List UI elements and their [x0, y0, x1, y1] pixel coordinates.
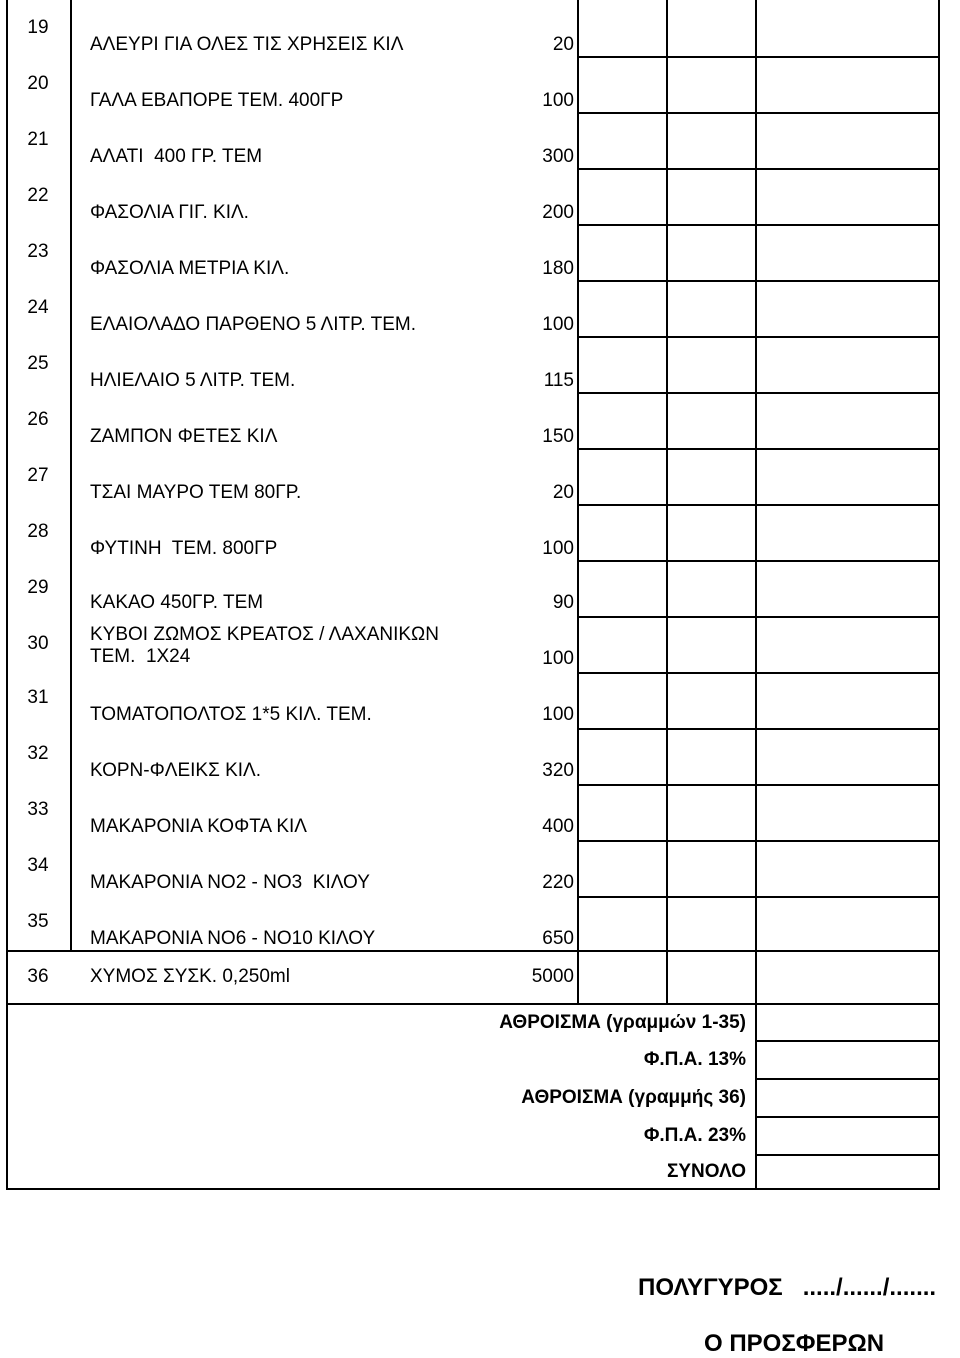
column-divider-qty [577, 0, 579, 1003]
total-label: ΣΥΝΟΛΟ [666, 1161, 746, 1182]
row-number: 30 [27, 633, 49, 654]
row-number: 34 [27, 855, 49, 876]
item-quantity: 180 [542, 258, 574, 279]
column-divider-number [70, 0, 72, 950]
item-quantity: 300 [542, 146, 574, 167]
item-quantity: 150 [542, 426, 574, 447]
row-number: 27 [27, 465, 49, 486]
summary-divider [755, 1040, 940, 1042]
item-description: ΦΑΣΟΛΙΑ ΓΙΓ. ΚΙΛ. [90, 202, 249, 223]
table-border-right [938, 0, 940, 1190]
item-description: ΕΛΑΙΟΛΑΔΟ ΠΑΡΘΕΝΟ 5 ΛΙΤΡ. ΤΕΜ. [90, 314, 416, 335]
item-description: ΜΑΚΑΡΟΝΙΑ ΝΟ6 - ΝΟ10 ΚΙΛΟΥ [90, 928, 376, 949]
item-description: ΑΛΕΥΡΙ ΓΙΑ ΟΛΕΣ ΤΙΣ ΧΡΗΣΕΙΣ ΚΙΛ [90, 34, 404, 55]
item-quantity: 100 [542, 538, 574, 559]
row-divider [577, 840, 940, 842]
item-quantity: 650 [542, 928, 574, 949]
summary-divider [755, 1116, 940, 1118]
item-description-line1: ΚΥΒΟΙ ΖΩΜΟΣ ΚΡΕΑΤΟΣ / ΛΑΧΑΝΙΚΩΝ [90, 624, 439, 645]
row-divider [577, 728, 940, 730]
item-description: ΤΣΑΙ ΜΑΥΡΟ ΤΕΜ 80ΓΡ. [90, 482, 302, 503]
item-quantity: 20 [552, 34, 574, 55]
row-number: 20 [27, 73, 49, 94]
row-number: 31 [27, 687, 49, 708]
item-quantity: 220 [542, 872, 574, 893]
place-date-line: ΠΟΛΥΓΥΡΟΣ ...../....../....... [638, 1274, 937, 1301]
row-number: 24 [27, 297, 49, 318]
row-divider [577, 504, 940, 506]
item-quantity: 115 [543, 370, 574, 391]
row-divider [577, 336, 940, 338]
item-quantity: 320 [542, 760, 574, 781]
item-quantity: 400 [542, 816, 574, 837]
item-description: ΚΟΡΝ-ΦΛΕΙΚΣ ΚΙΛ. [90, 760, 262, 781]
row-divider [577, 784, 940, 786]
row-divider [577, 280, 940, 282]
row-number: 33 [27, 799, 49, 820]
item-description: ΚΑΚΑΟ 450ΓΡ. ΤΕΜ [90, 592, 264, 613]
row-number: 36 [27, 966, 49, 987]
row-number: 19 [27, 17, 49, 38]
bidder-signature-label: Ο ΠΡΟΣΦΕΡΩΝ [704, 1330, 885, 1357]
item-quantity: 100 [542, 704, 574, 725]
row-divider [577, 672, 940, 674]
item-quantity: 100 [542, 90, 574, 111]
row-divider [577, 560, 940, 562]
row-divider [577, 896, 940, 898]
item-description: ΦΥΤΙΝΗ ΤΕΜ. 800ΓΡ [90, 538, 278, 559]
row-divider [577, 392, 940, 394]
row-divider [577, 112, 940, 114]
row-number: 22 [27, 185, 49, 206]
item-description: ΜΑΚΑΡΟΝΙΑ ΝΟ2 - ΝΟ3 ΚΙΛΟΥ [90, 872, 370, 893]
row-divider [577, 616, 940, 618]
column-divider-total [755, 0, 757, 1190]
item-quantity: 90 [552, 592, 574, 613]
row-number: 28 [27, 521, 49, 542]
row-number: 23 [27, 241, 49, 262]
vat-23-label: Φ.Π.Α. 23% [643, 1125, 746, 1146]
row-divider [577, 448, 940, 450]
summary-divider [755, 1154, 940, 1156]
item-quantity: 200 [542, 202, 574, 223]
row-number: 25 [27, 353, 49, 374]
row-divider [577, 56, 940, 58]
row-divider [577, 168, 940, 170]
row-number: 32 [27, 743, 49, 764]
item-quantity: 100 [542, 314, 574, 335]
row-divider [577, 224, 940, 226]
vat-13-label: Φ.Π.Α. 13% [643, 1049, 746, 1070]
item-description: ΓΑΛΑ ΕΒΑΠΟΡΕ ΤΕΜ. 400ΓΡ [90, 90, 344, 111]
table-border-bottom [6, 1188, 940, 1190]
item-description-line2: ΤΕΜ. 1Χ24 [90, 646, 191, 667]
row-number: 35 [27, 911, 49, 932]
item-quantity: 20 [552, 482, 574, 503]
item-description: ΖΑΜΠΟΝ ΦΕΤΕΣ ΚΙΛ [90, 426, 278, 447]
sum-line-36-label: ΑΘΡΟΙΣΜΑ (γραμμής 36) [521, 1087, 746, 1108]
row-divider [6, 1003, 940, 1005]
item-description: ΑΛΑΤΙ 400 ΓΡ. ΤΕΜ [90, 146, 263, 167]
item-description: ΜΑΚΑΡΟΝΙΑ ΚΟΦΤΑ ΚΙΛ [90, 816, 307, 837]
item-description: ΦΑΣΟΛΙΑ ΜΕΤΡΙΑ ΚΙΛ. [90, 258, 290, 279]
item-quantity: 5000 [531, 966, 574, 987]
item-description: ΗΛΙΕΛΑΙΟ 5 ΛΙΤΡ. ΤΕΜ. [90, 370, 296, 391]
row-number: 29 [27, 577, 49, 598]
summary-divider [755, 1078, 940, 1080]
row-number: 26 [27, 409, 49, 430]
row-number: 21 [27, 129, 49, 150]
item-description: ΤΟΜΑΤΟΠΟΛΤΟΣ 1*5 ΚΙΛ. ΤΕΜ. [90, 704, 372, 725]
sum-lines-1-35-label: ΑΘΡΟΙΣΜΑ (γραμμών 1-35) [499, 1012, 746, 1033]
row-divider [6, 950, 940, 952]
item-quantity: 100 [542, 648, 574, 669]
item-description: ΧΥΜΟΣ ΣΥΣΚ. 0,250ml [90, 966, 290, 987]
column-divider-price [666, 0, 668, 1003]
